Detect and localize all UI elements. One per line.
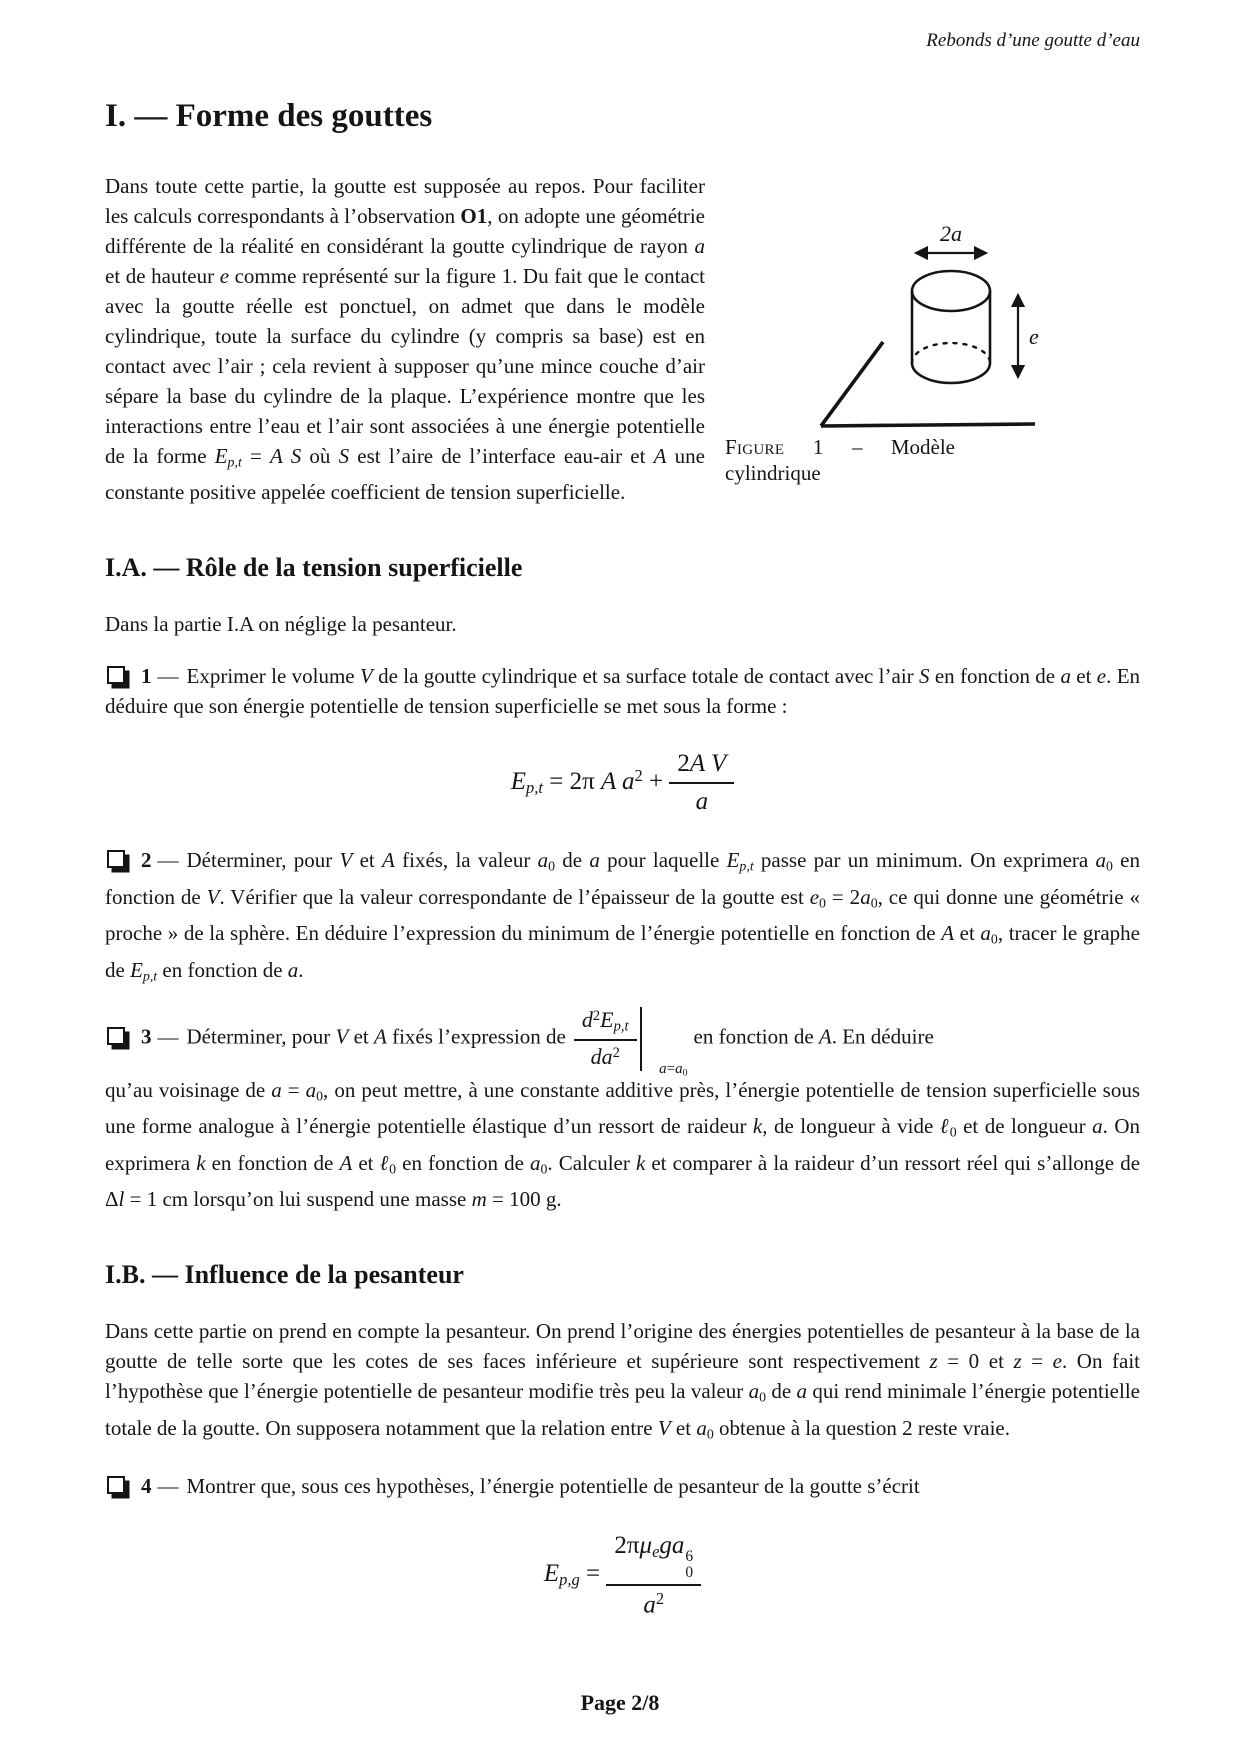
section-1a-intro: Dans la partie I.A on néglige la pesanteur. xyxy=(105,612,457,637)
equation-1-lead: Ep,t = 2π A $a^2$ + xyxy=(510,765,670,798)
plate-inclined-line xyxy=(821,342,883,426)
sup-sub-stack xyxy=(685,1549,693,1582)
evaluation-bar xyxy=(640,1007,642,1070)
question-2-number: 2 xyxy=(141,848,152,873)
numerator-terms: 2πμega xyxy=(614,1531,685,1562)
figure-1 xyxy=(725,173,1140,486)
derivative-denominator: $da^2$ xyxy=(590,1044,620,1070)
section-1-title: I. — Forme des gouttes xyxy=(105,98,433,134)
equation-1-fraction xyxy=(669,749,734,817)
question-marker-icon xyxy=(107,1027,125,1045)
question-2-text: Déterminer, pour V et A fixés, la valeur a0 de a pour laquelle Ep,t passe par un minimum. On exprimera a0 en fonction de V. Vérifier que la valeur correspondante de l’épaisseur de la goutte est e0 = 2a0, ce qui donne une géométrie « proche » de la sphère. En déduire l’expression du minimum de l’énergie potentielle en fonction de A et a0, tracer le graphe de Ep,t en fonction de a. xyxy=(105,848,1141,984)
question-1 xyxy=(105,661,1140,721)
cylinder-bottom-back-arc-dashed xyxy=(912,343,990,363)
equation-surface-tension-energy xyxy=(105,749,1140,817)
second-derivative-expression xyxy=(574,1007,688,1079)
page-body xyxy=(105,171,1140,1620)
section-1a-title: I.A. — Rôle de la tension superficielle xyxy=(105,553,523,583)
header-running-title: Rebonds d’une goutte d’eau xyxy=(926,30,1140,51)
question-dash: — xyxy=(157,1024,179,1049)
equation-2-lead: Ep,g = xyxy=(543,1560,607,1590)
evaluation-subscript: a=a0 xyxy=(659,1061,688,1079)
a-exponent: 6 xyxy=(685,1547,694,1565)
cylinder-top-ellipse xyxy=(912,271,990,311)
fraction-numerator xyxy=(606,1531,701,1586)
fraction-denominator: $a^2$ xyxy=(643,1589,665,1619)
question-2 xyxy=(105,845,1140,991)
equation-gravity-energy xyxy=(105,1531,1140,1621)
question-3-text-pre: Déterminer, pour V et A fixés l’expression de xyxy=(186,1024,566,1049)
question-4-text: Montrer que, sous ces hypothèses, l’énergie potentielle de pesanteur de la goutte s’écrit xyxy=(186,1473,920,1498)
derivative-fraction xyxy=(574,1007,637,1070)
label-e: e xyxy=(1029,324,1039,349)
figure-1-caption: Figure 1 – Modèle cylindrique xyxy=(725,435,955,485)
question-3-continued: qu’au voisinage de a = a0, on peut mettre, à une constante additive près, l’énergie potentielle de tension superficielle sous une forme analogue à l’énergie potentielle élastique d’un ressort de raideur k, de longueur à vide ℓ0 et de longueur a. On exprimera k en fonction de A et ℓ0 en fonction de a0. Calculer k et comparer à la raideur d’un ressort réel qui s’allonge de Δl = 1 cm lorsqu’on lui suspend une masse m = 100 g. xyxy=(105,1077,1141,1212)
section-1b-title: I.B. — Influence de la pesanteur xyxy=(105,1260,464,1290)
question-1-number: 1 xyxy=(141,664,152,689)
question-3 xyxy=(105,1007,1140,1079)
question-marker-icon xyxy=(107,850,125,868)
cylinder-figure-drawing xyxy=(725,195,1140,430)
question-dash: — xyxy=(157,664,179,689)
question-3-text-post: en fonction de A. En déduire xyxy=(693,1024,934,1049)
section-1-intro-paragraph: Dans toute cette partie, la goutte est supposée au repos. Pour faciliter les calculs correspondants à l’observation O1, on adopte une géométrie différente de la réalité en considérant la goutte cylindrique de rayon a et de hauteur e comme représenté sur la figure 1. Du fait que le contact avec la goutte réelle est ponctuel, on admet que dans le modèle cylindrique, toute la surface du cylindre (y compris sa base) est en contact avec l’air ; cela revient à supposer qu’une mince couche d’air sépare la base du cylindre de la plaque. L’expérience montre que les interactions entre l’eau et l’air sont associées à une énergie potentielle de la forme Ep,t = A S où S est l’aire de l’interface eau-air et A une constante positive appelée coefficient de tension superficielle. xyxy=(105,174,706,505)
section-1b-intro: Dans cette partie on prend en compte la pesanteur. On prend l’origine des énergies potentielles de pesanteur à la base de la goutte de telle sorte que les cotes de ses faces inférieure et supérieure sont respectivement z = 0 et z = e. On fait l’hypothèse que l’énergie potentielle de pesanteur modifie très peu la valeur a0 de a qui rend minimale l’énergie potentielle totale de la goutte. On supposera notamment que la relation entre V et a0 obtenue à la question 2 reste vraie. xyxy=(105,1319,1140,1441)
plate-horizontal-line xyxy=(821,424,1035,426)
label-2a: 2a xyxy=(940,221,962,246)
cylinder-bottom-front-arc xyxy=(912,363,990,383)
page-number: Page 2/8 xyxy=(580,1690,660,1715)
derivative-numerator: $d^2Ep,t$ xyxy=(574,1007,637,1041)
question-1-text: Exprimer le volume V de la goutte cylindrique et sa surface totale de contact avec l’air S en fonction de a et e. En déduire que son énergie potentielle de tension superficielle se met sous la forme : xyxy=(105,664,1141,719)
question-marker-icon xyxy=(107,1476,125,1494)
page-footer xyxy=(0,1690,1240,1716)
equation-2-fraction xyxy=(606,1531,701,1621)
page-header xyxy=(105,0,1140,52)
question-4-number: 4 xyxy=(141,1473,152,1498)
a-index: 0 xyxy=(685,1563,694,1581)
question-4 xyxy=(105,1471,1140,1501)
question-dash: — xyxy=(157,1473,179,1498)
question-3-number: 3 xyxy=(141,1024,152,1049)
fraction-denominator: a xyxy=(695,788,709,816)
fraction-numerator: 2A V xyxy=(669,749,734,784)
question-dash: — xyxy=(157,848,179,873)
question-marker-icon xyxy=(107,666,125,684)
